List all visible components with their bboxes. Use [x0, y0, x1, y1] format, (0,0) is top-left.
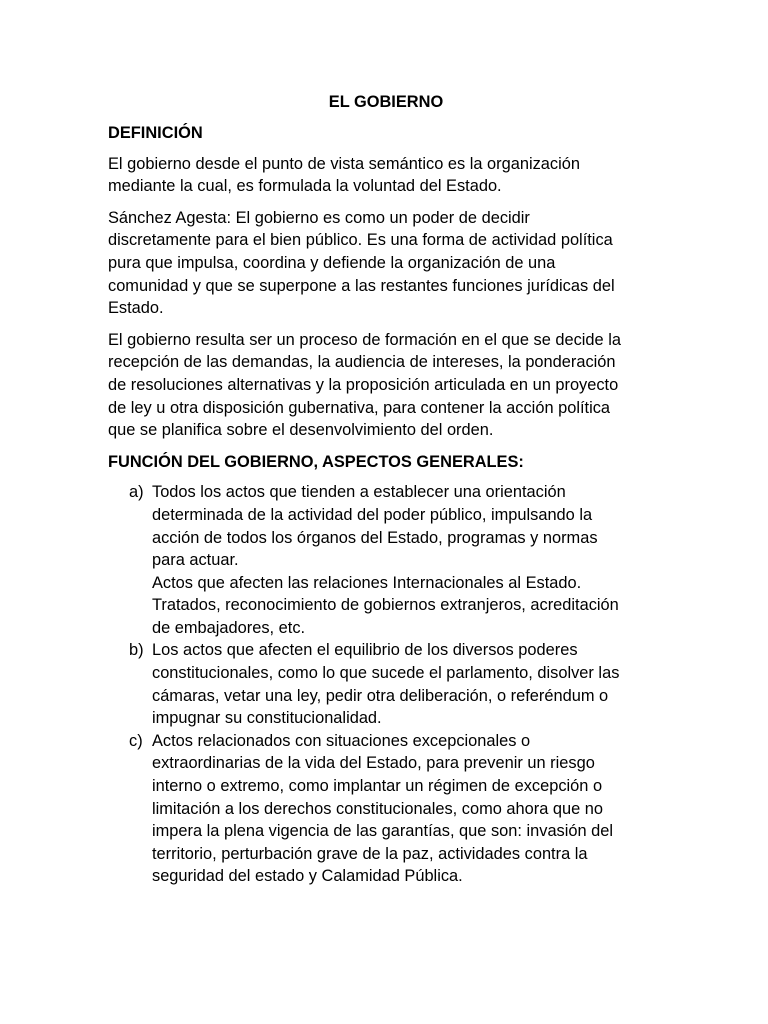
list-marker: a) [129, 483, 144, 502]
paragraph-line: de resoluciones alternativas y la proposición articulada en un proyecto [108, 375, 619, 394]
list-item [108, 730, 664, 888]
list-marker: b) [129, 641, 144, 660]
list-item-line: seguridad del estado y Calamidad Pública. [152, 867, 463, 886]
list-item-line: impera la plena vigencia de las garantías, que son: invasión del [152, 822, 614, 841]
paragraph-process [108, 329, 664, 442]
list-item-line: interno o extremo, como implantar un régimen de excepción o [152, 777, 603, 796]
list-item [108, 639, 664, 729]
paragraph-line: recepción de las demandas, la audiencia de intereses, la ponderación [108, 353, 616, 372]
list-item-line: impugnar su constitucionalidad. [152, 709, 382, 728]
function-heading: FUNCIÓN DEL GOBIERNO, ASPECTOS GENERALES: [108, 452, 524, 471]
paragraph-definition [108, 153, 664, 198]
list-item-line: Actos que afecten las relaciones Internacionales al Estado. [152, 573, 582, 592]
list-item-line: constitucionales, como lo que sucede el parlamento, disolver las [152, 664, 620, 683]
list-item-line: para actuar. [152, 551, 239, 570]
paragraph-line: mediante la cual, es formulada la voluntad del Estado. [108, 177, 502, 196]
list-item-line: Los actos que afecten el equilibrio de los diversos poderes [152, 641, 578, 660]
list-item-line: de embajadores, etc. [152, 618, 306, 637]
list-item-line: territorio, perturbación grave de la paz, actividades contra la [152, 844, 588, 863]
paragraph-line: de ley u otra disposición gubernativa, para contener la acción política [108, 398, 611, 417]
paragraph-line: comunidad y que se superpone a las restantes funciones jurídicas del [108, 276, 615, 295]
paragraph-sanchez-agesta [108, 207, 664, 320]
list-item-line: determinada de la actividad del poder público, impulsando la [152, 505, 593, 524]
list-item-line: extraordinarias de la vida del Estado, para prevenir un riesgo [152, 754, 595, 773]
list-item-line: limitación a los derechos constitucionales, como ahora que no [152, 799, 603, 818]
document-page [108, 90, 664, 888]
paragraph-line: El gobierno resulta ser un proceso de formación en el que se decide la [108, 330, 621, 349]
functions-list [108, 481, 664, 888]
paragraph-line: Estado. [108, 299, 164, 318]
paragraph-line: El gobierno desde el punto de vista semántico es la organización [108, 154, 580, 173]
paragraph-line: Sánchez Agesta: El gobierno es como un poder de decidir [108, 208, 530, 227]
definition-heading: DEFINICIÓN [108, 124, 203, 142]
paragraph-line: pura que impulsa, coordina y defiende la organización de una [108, 253, 556, 272]
document-title: EL GOBIERNO [328, 93, 444, 111]
list-marker: c) [129, 731, 143, 750]
paragraph-line: discretamente para el bien público. Es una forma de actividad política [108, 231, 613, 250]
list-item-line: Todos los actos que tienden a establecer una orientación [152, 483, 566, 502]
paragraph-line: que se planifica sobre el desenvolvimiento del orden. [108, 421, 494, 440]
list-item [108, 481, 664, 639]
list-item-line: Actos relacionados con situaciones excepcionales o [152, 731, 531, 750]
list-item-line: acción de todos los órganos del Estado, programas y normas [152, 528, 598, 547]
list-item-line: Tratados, reconocimiento de gobiernos extranjeros, acreditación [152, 596, 619, 615]
list-item-line: cámaras, vetar una ley, pedir otra deliberación, o referéndum o [152, 686, 609, 705]
